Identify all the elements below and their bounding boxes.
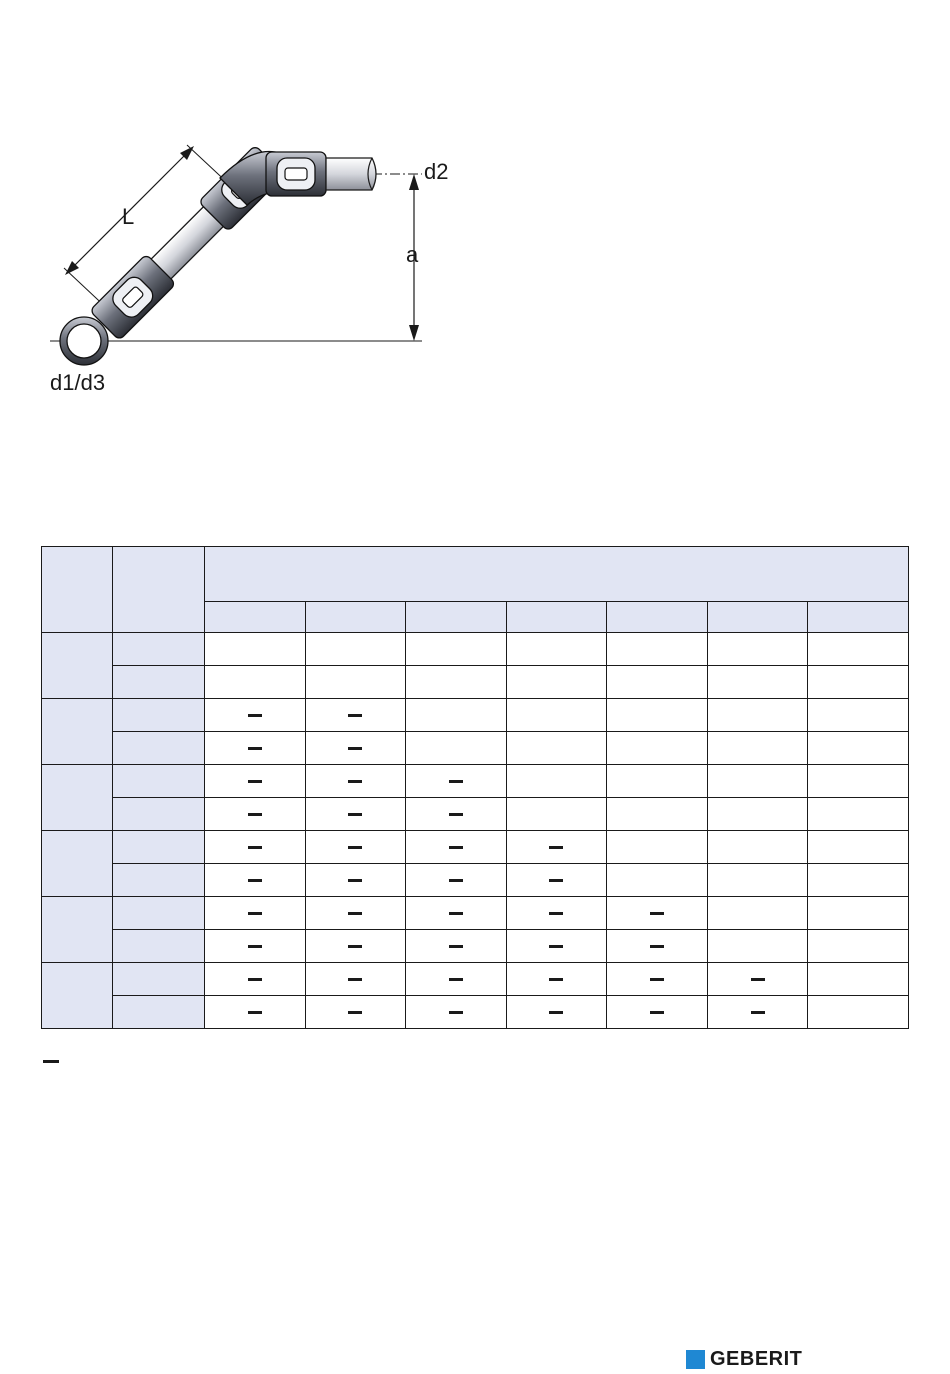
table-cell-dash bbox=[506, 897, 607, 930]
table-cell-dash bbox=[204, 996, 305, 1029]
table-cell bbox=[707, 732, 808, 765]
dash-mark bbox=[348, 714, 362, 717]
table-cell-dash bbox=[406, 930, 507, 963]
pipe-end-ring-inner bbox=[67, 324, 101, 358]
table-row bbox=[42, 699, 909, 732]
table-cell-dash bbox=[607, 930, 708, 963]
table-cell bbox=[607, 765, 708, 798]
table-cell-dash bbox=[506, 930, 607, 963]
table-cell bbox=[808, 996, 909, 1029]
dash-mark bbox=[449, 1011, 463, 1014]
table-header-row bbox=[42, 547, 909, 602]
table-cell-dash bbox=[607, 897, 708, 930]
table-cell-dash bbox=[406, 831, 507, 864]
row-label-cell bbox=[113, 798, 205, 831]
table-cell-dash bbox=[506, 831, 607, 864]
group-label-cell bbox=[42, 963, 113, 1029]
subheader-cell bbox=[506, 602, 607, 633]
table-cell bbox=[707, 699, 808, 732]
dimension-a-arrow-top bbox=[409, 174, 419, 190]
subheader-cell bbox=[305, 602, 406, 633]
dash-mark bbox=[449, 846, 463, 849]
row-label-cell bbox=[113, 963, 205, 996]
table-cell bbox=[305, 633, 406, 666]
table-cell-dash bbox=[506, 864, 607, 897]
table-cell bbox=[707, 864, 808, 897]
label-offset-a: a bbox=[406, 242, 419, 267]
dash-mark bbox=[348, 813, 362, 816]
header-cell-label bbox=[113, 547, 205, 633]
table-cell-dash bbox=[406, 963, 507, 996]
dash-mark bbox=[248, 747, 262, 750]
table-cell-dash bbox=[707, 963, 808, 996]
table-row bbox=[42, 633, 909, 666]
table-cell-dash bbox=[506, 996, 607, 1029]
table-cell bbox=[506, 732, 607, 765]
table-cell-dash bbox=[406, 996, 507, 1029]
row-label-cell bbox=[113, 633, 205, 666]
label-diameter-d1-d3: d1/d3 bbox=[50, 370, 106, 395]
dash-mark bbox=[248, 978, 262, 981]
label-length: L bbox=[122, 204, 135, 229]
table-cell-dash bbox=[406, 897, 507, 930]
table-cell bbox=[204, 633, 305, 666]
dash-mark bbox=[248, 846, 262, 849]
table-cell bbox=[305, 666, 406, 699]
table-cell bbox=[808, 831, 909, 864]
table-cell bbox=[406, 699, 507, 732]
table-cell bbox=[506, 633, 607, 666]
dash-mark bbox=[449, 945, 463, 948]
subheader-cell bbox=[707, 602, 808, 633]
table-cell-dash bbox=[406, 798, 507, 831]
row-label-cell bbox=[113, 864, 205, 897]
table-cell bbox=[707, 633, 808, 666]
row-label-cell bbox=[113, 996, 205, 1029]
dash-mark bbox=[248, 879, 262, 882]
table-cell bbox=[506, 765, 607, 798]
table-cell bbox=[808, 633, 909, 666]
table-cell-dash bbox=[406, 765, 507, 798]
table-cell bbox=[607, 732, 708, 765]
table-cell-dash bbox=[305, 831, 406, 864]
table-cell bbox=[808, 798, 909, 831]
table-row bbox=[42, 996, 909, 1029]
brand-logo-text: GEBERIT bbox=[710, 1347, 803, 1370]
table-cell bbox=[204, 666, 305, 699]
dimension-a-arrow-bottom bbox=[409, 325, 419, 341]
table-cell bbox=[506, 666, 607, 699]
dimension-table-body bbox=[42, 547, 909, 1029]
table-cell bbox=[607, 633, 708, 666]
header-cell-d bbox=[42, 547, 113, 633]
table-cell bbox=[707, 765, 808, 798]
table-cell bbox=[707, 666, 808, 699]
table-row bbox=[42, 666, 909, 699]
table-cell-dash bbox=[305, 930, 406, 963]
table-cell bbox=[707, 831, 808, 864]
dash-mark bbox=[549, 879, 563, 882]
dash-mark bbox=[650, 1011, 664, 1014]
table-row bbox=[42, 864, 909, 897]
dash-mark bbox=[549, 912, 563, 915]
dash-mark bbox=[449, 780, 463, 783]
table-cell-dash bbox=[204, 897, 305, 930]
dash-mark bbox=[549, 978, 563, 981]
table-cell-dash bbox=[707, 996, 808, 1029]
table-cell bbox=[808, 765, 909, 798]
table-cell bbox=[607, 798, 708, 831]
dash-mark bbox=[348, 1011, 362, 1014]
table-cell bbox=[607, 831, 708, 864]
table-row bbox=[42, 732, 909, 765]
subheader-cell bbox=[607, 602, 708, 633]
dash-mark bbox=[549, 1011, 563, 1014]
group-label-cell bbox=[42, 831, 113, 897]
brand-logo-square bbox=[686, 1350, 705, 1369]
table-cell-dash bbox=[204, 798, 305, 831]
dash-mark bbox=[248, 780, 262, 783]
row-label-cell bbox=[113, 930, 205, 963]
dash-mark bbox=[248, 912, 262, 915]
dash-mark bbox=[650, 945, 664, 948]
table-cell bbox=[506, 699, 607, 732]
table-cell bbox=[707, 930, 808, 963]
table-cell bbox=[707, 798, 808, 831]
table-cell bbox=[707, 897, 808, 930]
dash-mark bbox=[650, 978, 664, 981]
table-cell-dash bbox=[305, 963, 406, 996]
dash-mark bbox=[650, 912, 664, 915]
table-cell-dash bbox=[607, 963, 708, 996]
dash-mark bbox=[449, 912, 463, 915]
subheader-cell bbox=[204, 602, 305, 633]
dash-mark bbox=[348, 912, 362, 915]
table-cell bbox=[808, 963, 909, 996]
dash-mark bbox=[348, 846, 362, 849]
legend-dash bbox=[43, 1060, 59, 1063]
table-cell-dash bbox=[204, 930, 305, 963]
table-cell bbox=[607, 666, 708, 699]
press-indicator-window-horizontal bbox=[285, 168, 307, 180]
table-cell bbox=[808, 897, 909, 930]
table-cell bbox=[406, 666, 507, 699]
table-cell-dash bbox=[607, 996, 708, 1029]
table-cell bbox=[607, 699, 708, 732]
fitting-drawing bbox=[0, 0, 480, 410]
dash-mark bbox=[248, 945, 262, 948]
table-row bbox=[42, 897, 909, 930]
brand-logo bbox=[686, 1348, 802, 1370]
dash-mark bbox=[348, 978, 362, 981]
table-cell-dash bbox=[406, 864, 507, 897]
row-label-cell bbox=[113, 666, 205, 699]
table-cell-dash bbox=[204, 864, 305, 897]
table-cell-dash bbox=[305, 897, 406, 930]
row-label-cell bbox=[113, 831, 205, 864]
group-label-cell bbox=[42, 897, 113, 963]
dash-mark bbox=[751, 978, 765, 981]
table-cell bbox=[808, 699, 909, 732]
dash-mark bbox=[348, 879, 362, 882]
subheader-cell bbox=[808, 602, 909, 633]
table-cell bbox=[808, 732, 909, 765]
table-row bbox=[42, 831, 909, 864]
dash-mark bbox=[348, 747, 362, 750]
dash-mark bbox=[248, 813, 262, 816]
table-row bbox=[42, 930, 909, 963]
group-label-cell bbox=[42, 699, 113, 765]
table-cell bbox=[808, 666, 909, 699]
table-cell-dash bbox=[204, 765, 305, 798]
table-cell bbox=[506, 798, 607, 831]
horizontal-fitting bbox=[266, 152, 326, 196]
dash-mark bbox=[248, 714, 262, 717]
table-cell bbox=[406, 732, 507, 765]
dash-mark bbox=[549, 945, 563, 948]
table-cell bbox=[808, 930, 909, 963]
table-cell-dash bbox=[204, 699, 305, 732]
dash-mark bbox=[248, 1011, 262, 1014]
group-label-cell bbox=[42, 633, 113, 699]
table-cell bbox=[406, 633, 507, 666]
dash-mark bbox=[449, 813, 463, 816]
row-label-cell bbox=[113, 732, 205, 765]
dash-mark bbox=[348, 780, 362, 783]
dash-mark bbox=[348, 945, 362, 948]
subheader-cell bbox=[406, 602, 507, 633]
table-row bbox=[42, 765, 909, 798]
table-cell bbox=[607, 864, 708, 897]
dash-mark bbox=[449, 879, 463, 882]
table-cell-dash bbox=[305, 699, 406, 732]
table-cell bbox=[808, 864, 909, 897]
group-label-cell bbox=[42, 765, 113, 831]
table-row bbox=[42, 798, 909, 831]
table-cell-dash bbox=[204, 732, 305, 765]
dash-mark bbox=[449, 978, 463, 981]
table-cell-dash bbox=[204, 831, 305, 864]
row-label-cell bbox=[113, 699, 205, 732]
row-label-cell bbox=[113, 765, 205, 798]
table-cell-dash bbox=[305, 996, 406, 1029]
table-cell-dash bbox=[305, 864, 406, 897]
row-label-cell bbox=[113, 897, 205, 930]
table-cell-dash bbox=[204, 963, 305, 996]
table-cell-dash bbox=[305, 732, 406, 765]
table-cell-dash bbox=[506, 963, 607, 996]
dimension-table bbox=[41, 546, 909, 1029]
table-row bbox=[42, 963, 909, 996]
table-cell-dash bbox=[305, 798, 406, 831]
dash-mark bbox=[751, 1011, 765, 1014]
dash-mark bbox=[549, 846, 563, 849]
header-cell-group bbox=[204, 547, 908, 602]
table-cell-dash bbox=[305, 765, 406, 798]
label-outer-diameter-d2: d2 bbox=[424, 159, 449, 184]
